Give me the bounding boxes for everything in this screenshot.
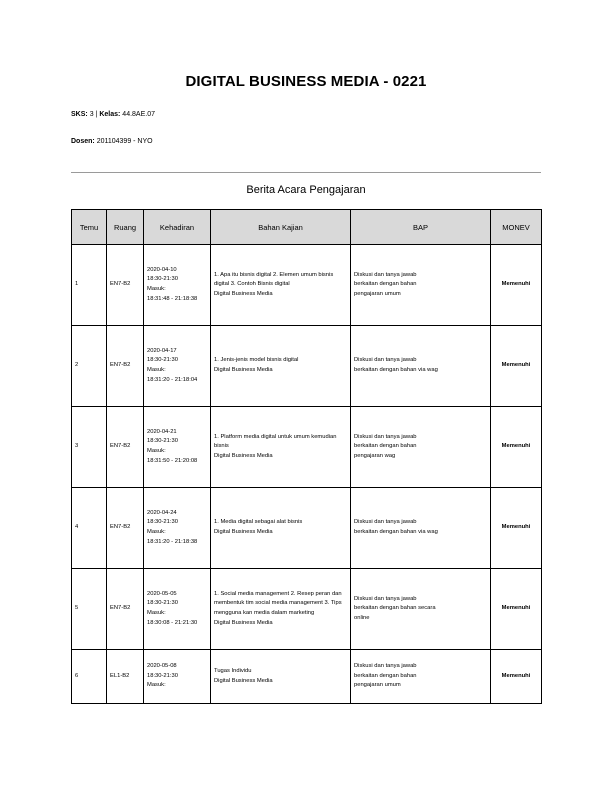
cell-monev: Memenuhi: [491, 407, 542, 488]
cell-monev: Memenuhi: [491, 650, 542, 704]
cell-monev: Memenuhi: [491, 488, 542, 569]
table-row: [72, 245, 542, 326]
kehadiran-date: 2020-04-24: [147, 509, 177, 516]
cell-monev: Memenuhi: [491, 569, 542, 650]
cell-temu: 3: [72, 407, 107, 488]
kehadiran-time: 18:30-21:30: [147, 357, 178, 364]
cell-bap: Diskusi dan tanya jawab berkaitan dengan bahan pengajaran umum: [351, 245, 491, 326]
kehadiran-time: 18:30-21:30: [147, 438, 178, 445]
kehadiran-masuk: 18:31:20 - 21:18:04: [147, 376, 198, 383]
cell-temu: 4: [72, 488, 107, 569]
cell-bahan-kajian: 1. Apa itu bisnis digital 2. Elemen umum bisnis digital 3. Contoh Bisnis digital Digital Business Media: [211, 245, 351, 326]
header-ruang: Ruang: [107, 210, 144, 245]
kehadiran-masuk-label: Masuk:: [147, 448, 166, 454]
meta-separator: |: [95, 111, 98, 118]
dosen-label: Dosen:: [71, 138, 95, 145]
bap-table: [71, 209, 542, 704]
kelas-value: 44.8AE.07: [122, 111, 155, 118]
kehadiran-time: 18:30-21:30: [147, 519, 178, 526]
cell-bap: Diskusi dan tanya jawab berkaitan dengan bahan pengajaran umum: [351, 650, 491, 704]
cell-ruang: EN7-B2: [107, 569, 144, 650]
table-row: [72, 488, 542, 569]
table-row: [72, 326, 542, 407]
kehadiran-masuk: 18:31:20 - 21:18:38: [147, 538, 198, 545]
cell-kehadiran: [144, 569, 211, 650]
table-header-row: [72, 210, 542, 245]
cell-ruang: EN7-B2: [107, 245, 144, 326]
table-row: [72, 569, 542, 650]
kehadiran-masuk-label: Masuk:: [147, 610, 166, 616]
sks-kelas-line: [71, 111, 155, 118]
header-bap: BAP: [351, 210, 491, 245]
header-kehadiran: Kehadiran: [144, 210, 211, 245]
cell-monev: Memenuhi: [491, 326, 542, 407]
sks-label: SKS:: [71, 111, 88, 118]
cell-kehadiran: [144, 650, 211, 704]
cell-bap: Diskusi dan tanya jawab berkaitan dengan bahan via wag: [351, 326, 491, 407]
sks-value: 3: [89, 111, 94, 118]
kehadiran-date: 2020-05-05: [147, 590, 177, 597]
kehadiran-masuk-label: Masuk:: [147, 286, 166, 292]
kehadiran-date: 2020-04-21: [147, 428, 177, 435]
table-row: [72, 407, 542, 488]
cell-ruang: EN7-B2: [107, 488, 144, 569]
dosen-value: 201104399 - NYO: [96, 138, 153, 145]
cell-temu: 1: [72, 245, 107, 326]
kehadiran-masuk-label: Masuk:: [147, 367, 166, 373]
kehadiran-time: 18:30-21:30: [147, 600, 178, 607]
cell-temu: 5: [72, 569, 107, 650]
kelas-label: Kelas:: [99, 111, 121, 118]
cell-ruang: EL1-B2: [107, 650, 144, 704]
kehadiran-masuk: 18:31:48 - 21:18:38: [147, 295, 198, 302]
kehadiran-date: 2020-04-10: [147, 266, 177, 273]
cell-ruang: EN7-B2: [107, 326, 144, 407]
cell-kehadiran: [144, 326, 211, 407]
kehadiran-date: 2020-05-08: [147, 663, 177, 670]
kehadiran-date: 2020-04-17: [147, 347, 177, 354]
cell-bahan-kajian: 1. Platform media digital untuk umum kemudian bisnis Digital Business Media: [211, 407, 351, 488]
cell-ruang: EN7-B2: [107, 407, 144, 488]
cell-bap: Diskusi dan tanya jawab berkaitan dengan bahan via wag: [351, 488, 491, 569]
cell-kehadiran: [144, 407, 211, 488]
header-monev: MONEV: [491, 210, 542, 245]
cell-temu: 2: [72, 326, 107, 407]
header-bahan-kajian: Bahan Kajian: [211, 210, 351, 245]
cell-bahan-kajian: Tugas Individu Digital Business Media: [211, 650, 351, 704]
cell-kehadiran: [144, 488, 211, 569]
cell-bahan-kajian: 1. Social media management 2. Resep peran dan membentuk tim social media management 3. Tips mengguna kan media dalam marketing Digital Business Media: [211, 569, 351, 650]
kehadiran-masuk: 18:31:50 - 21:20:08: [147, 457, 198, 464]
cell-bap: Diskusi dan tanya jawab berkaitan dengan bahan secara online: [351, 569, 491, 650]
header-temu: Temu: [72, 210, 107, 245]
cell-temu: 6: [72, 650, 107, 704]
kehadiran-time: 18:30-21:30: [147, 672, 178, 679]
table-row: [72, 650, 542, 704]
kehadiran-masuk: 18:30:08 - 21:21:30: [147, 619, 198, 626]
kehadiran-time: 18:30-21:30: [147, 276, 178, 283]
cell-bahan-kajian: 1. Media digital sebagai alat bisnis Digital Business Media: [211, 488, 351, 569]
page-title: DIGITAL BUSINESS MEDIA - 0221: [185, 73, 427, 90]
dosen-line: [71, 138, 153, 145]
cell-monev: Memenuhi: [491, 245, 542, 326]
kehadiran-masuk-label: Masuk:: [147, 682, 166, 689]
cell-kehadiran: [144, 245, 211, 326]
divider: [71, 172, 541, 173]
cell-bap: Diskusi dan tanya jawab berkaitan dengan bahan pengajaran wag: [351, 407, 491, 488]
kehadiran-masuk-label: Masuk:: [147, 529, 166, 535]
section-title: Berita Acara Pengajaran: [246, 184, 366, 196]
cell-bahan-kajian: 1. Jenis-jenis model bisnis digital Digital Business Media: [211, 326, 351, 407]
